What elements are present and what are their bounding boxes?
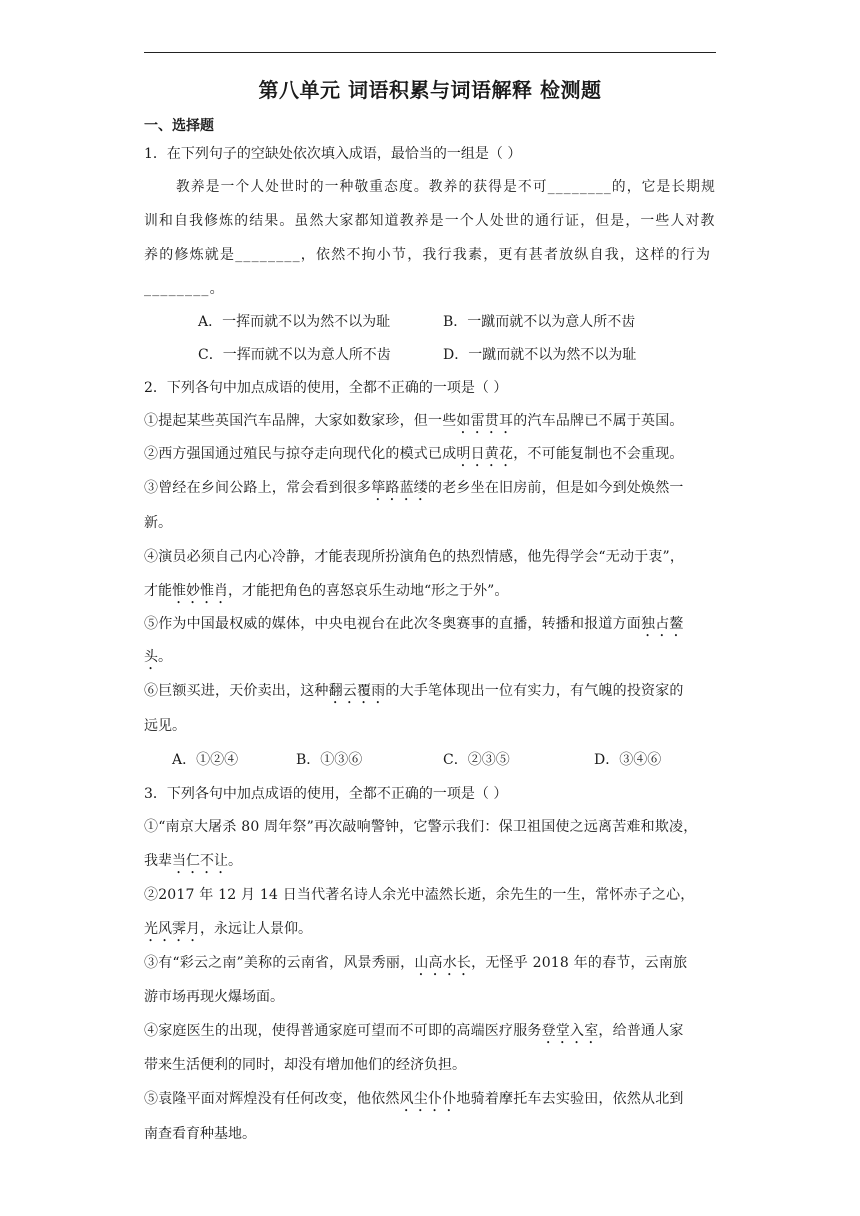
question-3-sentence-5-cont: 南查看育种基地。 <box>144 1126 256 1142</box>
question-2-sentence-2 <box>144 443 684 470</box>
sentence-text: ④家庭医生的出现，使得普通家庭可望而不可即的高端医疗服务 <box>144 1023 542 1039</box>
sentence-text: ②西方强国通过殖民与掠夺走向现代化的模式已成 <box>144 446 457 462</box>
question-2-option-c[interactable]: C．②③⑤ <box>443 752 510 768</box>
sentence-text: ，才能把角色的喜怒哀乐生动地“形之于外”。 <box>228 583 509 599</box>
question-2-sentence-4: ④演员必须自己内心冷静，才能表现所扮演角色的热烈情感，他先得学会“无动于衷”， <box>144 549 685 565</box>
dotted-idiom: 惟妙惟肖 <box>172 583 228 599</box>
sentence-text: ，不可能复制也不会重现。 <box>513 446 684 462</box>
question-3-sentence-3 <box>144 952 687 979</box>
question-2-option-d[interactable]: D．③④⑥ <box>594 752 662 768</box>
question-3-sentence-1-cont <box>144 850 242 877</box>
sentence-text: ①提起某些英国汽车品牌，大家如数家珍，但一些 <box>144 413 457 429</box>
dotted-idiom: 如雷贯耳 <box>456 413 514 429</box>
question-1-option-d[interactable]: D．一蹴而就不以为然不以为耻 <box>443 347 637 363</box>
sentence-text: 的大手笔体现出一位有实力，有气魄的投资家的 <box>385 683 684 699</box>
dotted-idiom: 筚路蓝缕 <box>371 480 429 496</box>
question-2-option-b[interactable]: B．①③⑥ <box>296 752 363 768</box>
question-2-sentence-5-cont <box>144 646 172 673</box>
section-heading: 一、选择题 <box>144 118 214 134</box>
question-2-sentence-1 <box>144 410 684 437</box>
dotted-idiom: 明日黄花 <box>456 446 514 462</box>
sentence-text: 我辈 <box>144 853 172 869</box>
sentence-text: ，永远让人景仰。 <box>200 921 312 937</box>
sentence-text: 。 <box>158 649 172 665</box>
question-1-passage-line: 教养是一个人处世时的一种敬重态度。教养的获得是不可________的，它是长期规 <box>176 179 717 195</box>
question-1-option-a[interactable]: A．一挥而就不以为然不以为耻 <box>198 314 391 330</box>
question-2-stem: 2．下列各句中加点成语的使用，全都不正确的一项是（ ） <box>144 380 508 396</box>
question-3-sentence-3-cont: 游市场再现火爆场面。 <box>144 989 284 1005</box>
question-2-sentence-3 <box>144 477 684 504</box>
sentence-text: 的汽车品牌已不属于英国。 <box>513 413 684 429</box>
dotted-idiom: 光风霁月 <box>144 921 200 937</box>
question-2-sentence-6 <box>144 680 684 707</box>
question-1-option-b[interactable]: B．一蹴而就不以为意人所不齿 <box>443 314 636 330</box>
dotted-idiom: 独占鳌 <box>641 616 684 632</box>
sentence-text: 。 <box>228 853 242 869</box>
dotted-idiom: 风尘仆仆 <box>399 1091 457 1107</box>
question-1-passage-line: 养的修炼就是________，依然不拘小节，我行我素，更有甚者放纵自我，这样的行为 <box>144 247 712 263</box>
sentence-text: ，无怪乎 2018 年的春节，云南旅 <box>471 955 688 971</box>
sentence-text: ③曾经在乡间公路上，常会看到很多 <box>144 480 372 496</box>
sentence-text: 才能 <box>144 583 172 599</box>
sentence-text: 的老乡坐在旧房前，但是如今到处焕然一 <box>428 480 684 496</box>
sentence-text: ⑥巨额买进，天价卖出，这种 <box>144 683 329 699</box>
question-3-sentence-5 <box>144 1088 684 1115</box>
sentence-text: ⑤袁隆平面对辉煌没有任何改变，他依然 <box>144 1091 400 1107</box>
dotted-idiom: 山高水长 <box>414 955 472 971</box>
question-3-stem: 3．下列各句中加点成语的使用，全都不正确的一项是（ ） <box>144 786 508 802</box>
question-2-sentence-5 <box>144 613 684 640</box>
dotted-idiom: 登堂入室 <box>541 1023 599 1039</box>
dotted-idiom: 当仁不让 <box>172 853 228 869</box>
question-3-sentence-2-cont <box>144 918 312 945</box>
sentence-text: ③有“彩云之南”美称的云南省，风景秀丽， <box>144 955 415 971</box>
question-3-sentence-4 <box>144 1020 684 1047</box>
header-rule <box>144 52 716 53</box>
dotted-idiom: 翻云覆雨 <box>328 683 386 699</box>
question-2-sentence-3-cont: 新。 <box>144 515 172 531</box>
question-1-passage-line: ________。 <box>144 281 225 297</box>
question-3-sentence-4-cont: 带来生活便利的同时，却没有增加他们的经济负担。 <box>144 1057 466 1073</box>
sentence-text: 地骑着摩托车去实验田，依然从北到 <box>456 1091 684 1107</box>
question-2-sentence-4-cont <box>144 580 508 607</box>
question-1-option-c[interactable]: C．一挥而就不以为意人所不齿 <box>198 347 391 363</box>
question-3-sentence-2: ②2017 年 12 月 14 日当代著名诗人余光中溘然长逝，余先生的一生，常怀赤子之心， <box>144 887 695 903</box>
sentence-text: ，给普通人家 <box>598 1023 684 1039</box>
question-1-stem: 1．在下列句子的空缺处依次填入成语，最恰当的一组是（ ） <box>144 146 522 162</box>
question-2-sentence-6-cont: 远见。 <box>144 718 186 734</box>
question-3-sentence-1: ①“南京大屠杀 80 周年祭”再次敲响警钟，它警示我们：保卫祖国使之远离苦难和欺凌， <box>144 819 698 835</box>
sentence-text: ⑤作为中国最权威的媒体，中央电视台在此次冬奥赛事的直播，转播和报道方面 <box>144 616 641 632</box>
page-title: 第八单元 词语积累与词语解释 检测题 <box>258 78 602 102</box>
question-1-passage-line: 训和自我修炼的结果。虽然大家都知道教养是一个人处世的通行证，但是，一些人对教 <box>144 213 716 229</box>
question-2-option-a[interactable]: A．①②④ <box>172 752 239 768</box>
dotted-idiom: 头 <box>144 649 158 665</box>
